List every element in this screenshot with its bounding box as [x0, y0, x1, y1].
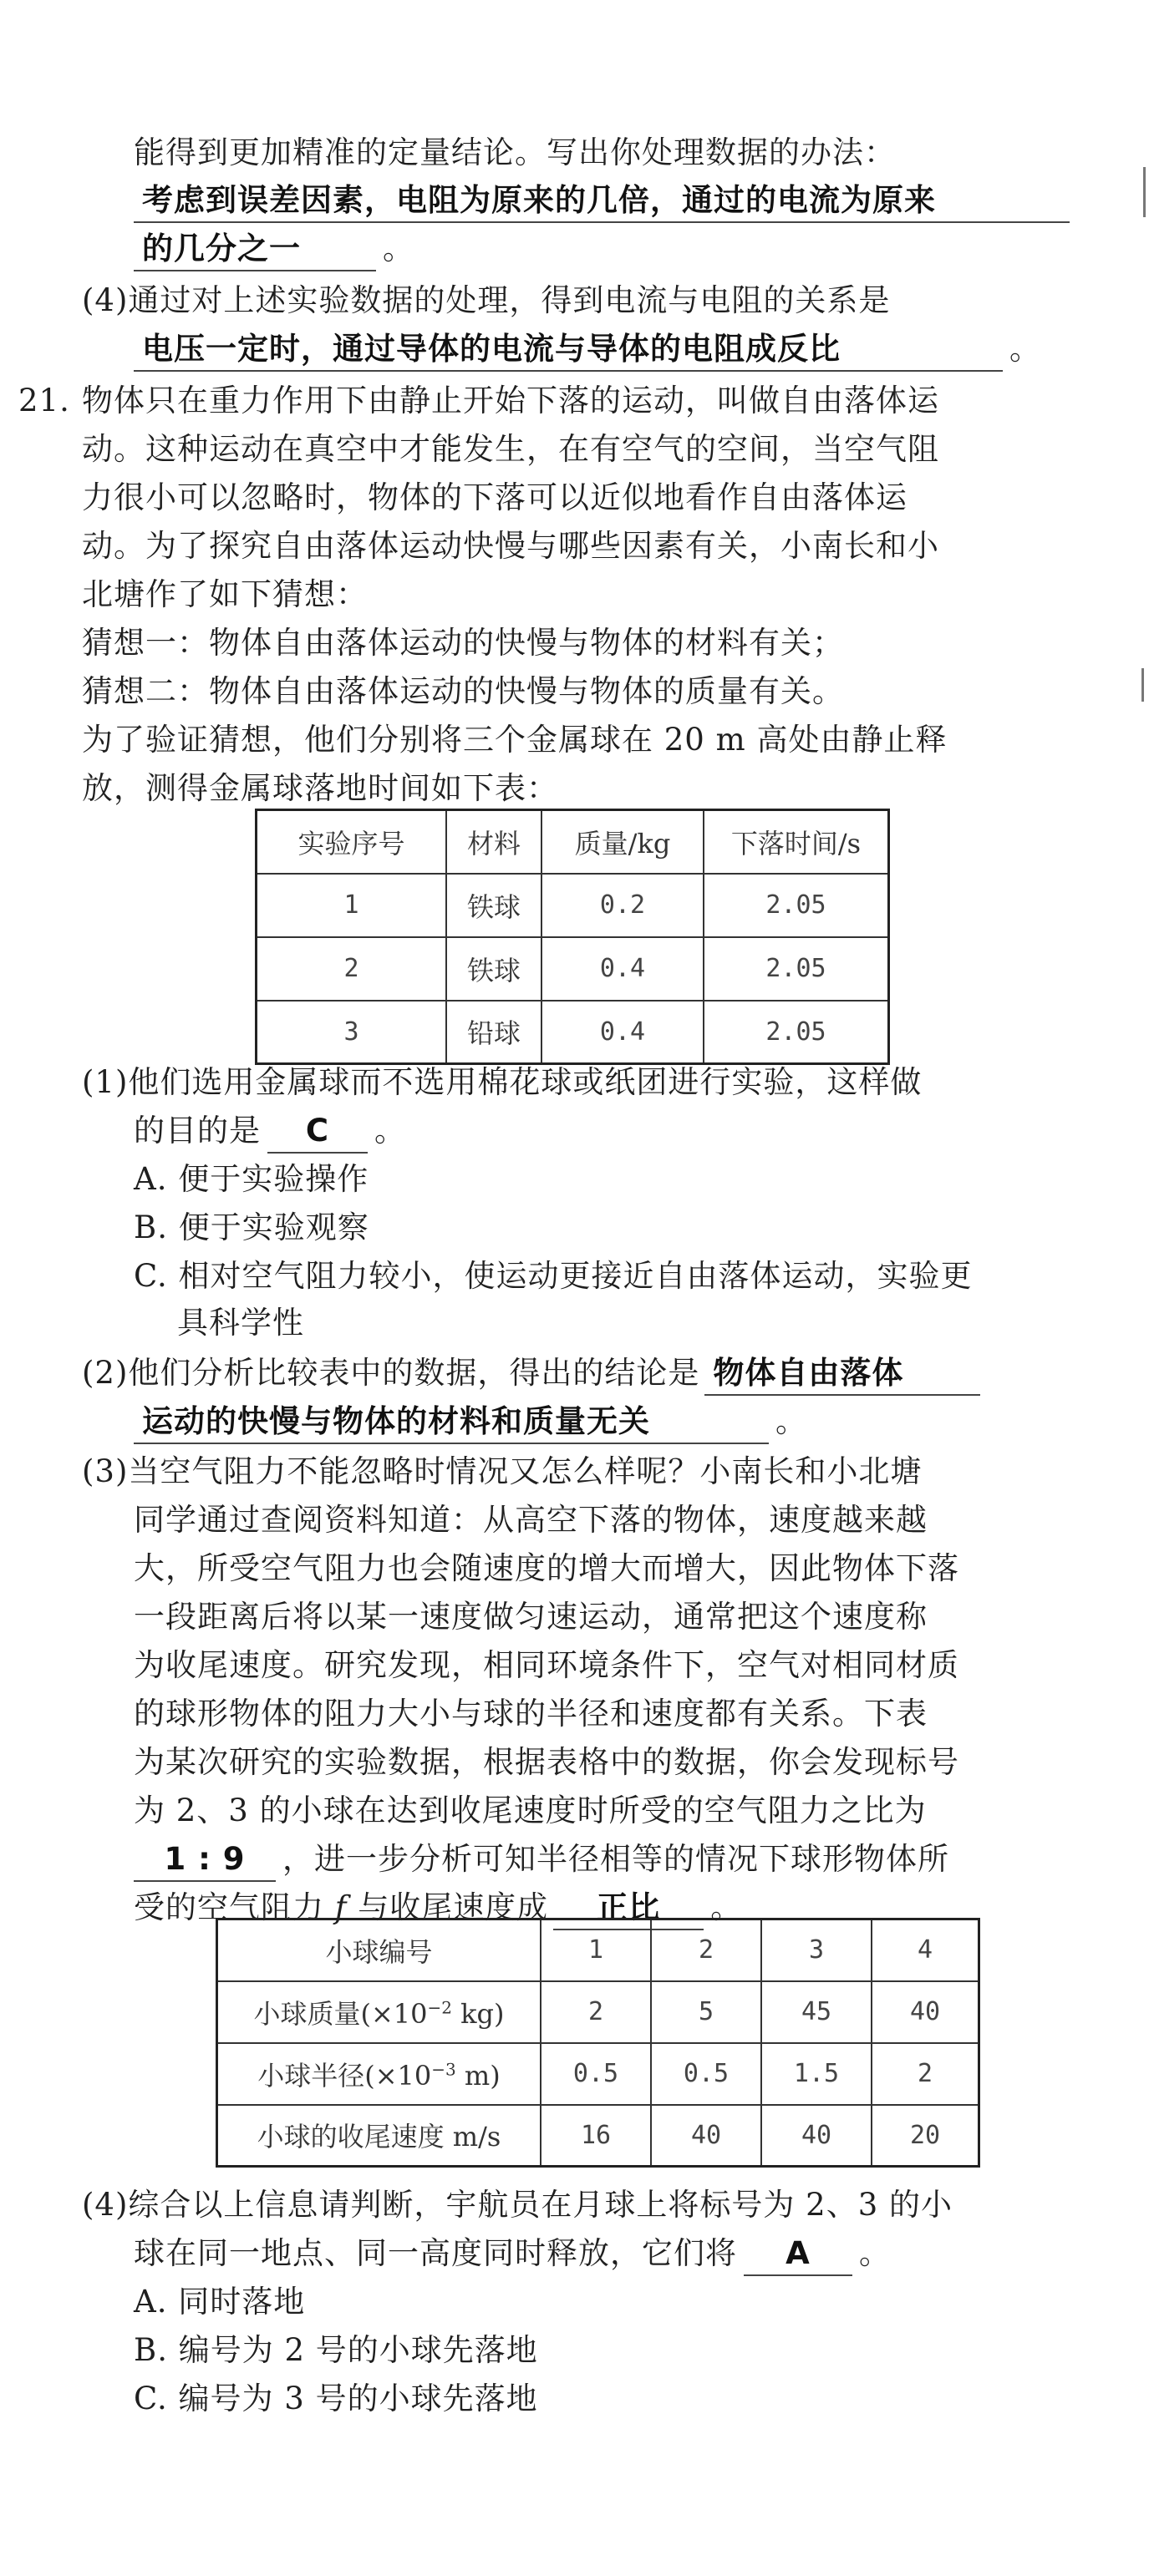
q21-p3-line-6: 的球形物体的阻力大小与球的半径和速度都有关系。下表 [134, 1696, 928, 1732]
table-cell: 0.4 [541, 937, 704, 1001]
table-cell: 铁球 [446, 874, 541, 937]
table-row-label: 小球质量($\times 10^{-2}$ kg) [217, 1981, 541, 2043]
table-cell: 40 [872, 1981, 979, 2043]
table-cell: 铅球 [446, 1001, 541, 1064]
q21-p1-option-c-1: C. 相对空气阻力较小，使运动更接近自由落体运动，实验更 [134, 1258, 973, 1294]
table-header-cell: 3 [761, 1919, 872, 1981]
q21-p3-line-1: (3)当空气阻力不能忽略时情况又怎么样呢？小南长和小北塘 [82, 1453, 923, 1489]
q21-p3-line-7: 为某次研究的实验数据，根据表格中的数据，你会发现标号 [134, 1744, 959, 1780]
table-cell: 2.05 [704, 874, 889, 937]
table-cell: 2 [257, 937, 447, 1001]
cont-answer-2: 的几分之一 [134, 228, 376, 271]
table-cell: 16 [541, 2105, 651, 2167]
table-cell: 0.5 [651, 2043, 761, 2105]
table-header-cell: 小球编号 [217, 1919, 541, 1981]
table-header-cell: 1 [541, 1919, 651, 1981]
q21-p3-ratio-answer: 1 : 9 [134, 1838, 276, 1882]
table-cell: 2.05 [704, 937, 889, 1001]
q21-guess-2: 猜想二：物体自由落体运动的快慢与物体的质量有关。 [82, 673, 844, 709]
q21-verify-1: 为了验证猜想，他们分别将三个金属球在 20 m 高处由静止释 [82, 722, 948, 758]
cont-answer-1: 考虑到误差因素，电阻为原来的几倍，通过的电流为原来 [134, 180, 1070, 223]
q21-number: 21. [18, 383, 70, 418]
q21-guess-1: 猜想一：物体自由落体运动的快慢与物体的材料有关； [82, 625, 844, 661]
table-cell: 40 [651, 2105, 761, 2167]
table-header-cell: 2 [651, 1919, 761, 1981]
table-header-cell: 下落时间/s [704, 810, 889, 874]
q21-p1-option-a: A. 便于实验操作 [134, 1161, 369, 1197]
table-cell: 45 [761, 1981, 872, 2043]
q21-intro-1: 物体只在重力作用下由静止开始下落的运动，叫做自由落体运 [82, 383, 939, 418]
q21-p3-line-8: 为 2、3 的小球在达到收尾速度时所受的空气阻力之比为 [134, 1793, 927, 1828]
q21-intro-5: 北塘作了如下猜想： [82, 576, 368, 612]
q21-p4-option-b: B. 编号为 2 号的小球先落地 [134, 2332, 538, 2368]
table-row [217, 1981, 979, 2043]
q21-p4-option-a: A. 同时落地 [134, 2284, 306, 2320]
q21-p3-proportion-answer: 正比 [553, 1887, 704, 1930]
q21-p2-answer-1: 物体自由落体 [704, 1352, 980, 1396]
table-row [257, 1001, 889, 1064]
q21-p4-line-1: (4)综合以上信息请判断，宇航员在月球上将标号为 2、3 的小 [82, 2187, 953, 2223]
table-cell: 0.2 [541, 874, 704, 937]
q21-verify-2: 放，测得金属球落地时间如下表： [82, 770, 558, 806]
table-row [257, 937, 889, 1001]
q21-p3-line-4: 一段距离后将以某一速度做匀速运动，通常把这个速度称 [134, 1599, 928, 1635]
table-cell: 2.05 [704, 1001, 889, 1064]
q21-intro-4: 动。为了探究自由落体运动快慢与哪些因素有关，小南长和小 [82, 528, 939, 564]
q21-p3-line-3: 大，所受空气阻力也会随速度的增大而增大，因此物体下落 [134, 1550, 959, 1586]
q21-p3-line-5: 为收尾速度。研究发现，相同环境条件下，空气对相同材质 [134, 1647, 959, 1683]
margin-mark-top [1143, 167, 1146, 217]
cont-line-1: 能得到更加精准的定量结论。写出你处理数据的办法： [134, 134, 896, 170]
table-cell: 40 [761, 2105, 872, 2167]
table-header-cell: 实验序号 [257, 810, 447, 874]
q21-p2-line-1: (2)他们分析比较表中的数据，得出的结论是 物体自由落体 [82, 1350, 980, 1397]
table-cell: 3 [257, 1001, 447, 1064]
q21-intro-2: 动。这种运动在真空中才能发生，在有空气的空间，当空气阻 [82, 431, 939, 467]
cont-answer-line-1 [134, 177, 1070, 224]
table-header-cell: 质量/kg [541, 810, 704, 874]
q21-p3-line-9: 1 : 9 ，进一步分析可知半径相等的情况下球形物体所 [134, 1836, 949, 1883]
table-row-label: 小球的收尾速度 m/s [217, 2105, 541, 2167]
q21-p4-option-c: C. 编号为 3 号的小球先落地 [134, 2381, 538, 2416]
table-cell: 铁球 [446, 937, 541, 1001]
table-header-row [217, 1919, 979, 1981]
table-cell: 1 [257, 874, 447, 937]
table-cell: 0.5 [541, 2043, 651, 2105]
q21-p1-line-1: (1)他们选用金属球而不选用棉花球或纸团进行实验，这样做 [82, 1064, 923, 1100]
fall-time-table [255, 809, 890, 1065]
table-row [217, 2043, 979, 2105]
force-symbol: f [334, 1889, 348, 1925]
table-row [257, 874, 889, 937]
table-cell: 0.4 [541, 1001, 704, 1064]
q21-p1-line-2: 的目的是 C 。 [134, 1108, 406, 1154]
table-cell: 2 [541, 1981, 651, 2043]
q21-intro-3: 力很小可以忽略时，物体的下落可以近似地看作自由落体运 [82, 479, 908, 515]
q21-p3-line-2: 同学通过查阅资料知道：从高空下落的物体，速度越来越 [134, 1502, 928, 1538]
q21-p1-option-c-2: 具科学性 [177, 1305, 304, 1341]
cont-part4-answer-line: 电压一定时，通过导体的电流与导体的电阻成反比 。 [134, 326, 1041, 373]
table-cell: 2 [872, 2043, 979, 2105]
q21-p4-answer: A [744, 2233, 852, 2276]
table-header-cell: 材料 [446, 810, 541, 874]
margin-mark-mid [1141, 668, 1144, 702]
table-cell: 20 [872, 2105, 979, 2167]
q21-p2-line-2: 运动的快慢与物体的材料和质量无关 。 [134, 1398, 807, 1445]
table-header-row [257, 810, 889, 874]
table-cell: 5 [651, 1981, 761, 2043]
q21-p1-answer: C [267, 1110, 368, 1154]
table-header-cell: 4 [872, 1919, 979, 1981]
terminal-velocity-table [216, 1918, 980, 2168]
q21-p4-line-2: 球在同一地点、同一高度同时释放，它们将 A 。 [134, 2230, 891, 2277]
cont-answer-line-2: 的几分之一 。 [134, 226, 414, 272]
cont-part4-line: (4)通过对上述实验数据的处理，得到电流与电阻的关系是 [82, 282, 891, 318]
q21-p1-option-b: B. 便于实验观察 [134, 1209, 369, 1245]
table-row-label: 小球半径($\times 10^{-3}$ m) [217, 2043, 541, 2105]
q21-p3-line-10: 受的空气阻力 f 与收尾速度成 正比 。 [134, 1884, 742, 1931]
table-row [217, 2105, 979, 2167]
table-cell: 1.5 [761, 2043, 872, 2105]
q21-p2-answer-2: 运动的快慢与物体的材料和质量无关 [134, 1401, 769, 1444]
cont-part4-answer: 电压一定时，通过导体的电流与导体的电阻成反比 [134, 328, 1003, 372]
